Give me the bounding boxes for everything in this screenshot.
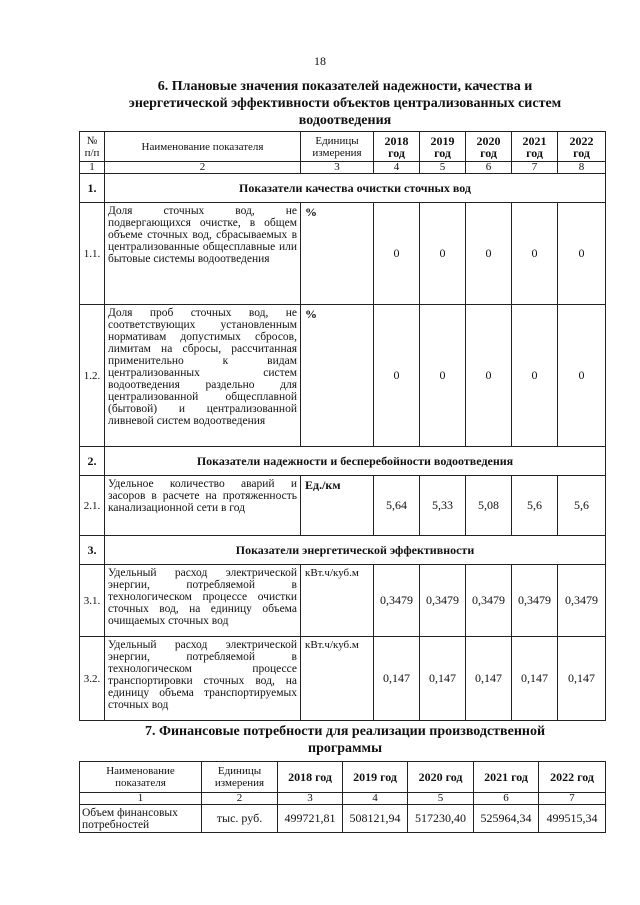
row-value: 525964,34 bbox=[474, 805, 539, 833]
row-value: 0,3479 bbox=[558, 565, 606, 637]
group-row-reliability bbox=[80, 447, 606, 476]
table-row bbox=[80, 565, 606, 637]
table-row bbox=[80, 203, 606, 305]
row-value: 0 bbox=[512, 203, 558, 305]
column-numbers-row bbox=[80, 793, 606, 805]
financial-needs-table bbox=[79, 761, 606, 833]
row-value: 0 bbox=[558, 305, 606, 447]
row-num: 3.2. bbox=[80, 637, 105, 721]
row-unit: % bbox=[301, 203, 374, 305]
col-number: 7 bbox=[539, 793, 606, 805]
row-value: 0 bbox=[420, 203, 466, 305]
col-number: 6 bbox=[466, 162, 512, 174]
row-value: 0 bbox=[420, 305, 466, 447]
col-number: 2 bbox=[105, 162, 301, 174]
header-year-2021: 2021 год bbox=[512, 132, 558, 162]
row-value: 517230,40 bbox=[408, 805, 474, 833]
header-year-2018: 2018 год bbox=[374, 132, 420, 162]
row-value: 0 bbox=[512, 305, 558, 447]
row-num: 2.1. bbox=[80, 476, 105, 536]
group-title: Показатели энергетической эффективности bbox=[105, 536, 606, 565]
row-value: 0,147 bbox=[420, 637, 466, 721]
col-number: 5 bbox=[408, 793, 474, 805]
row-value: 0,147 bbox=[512, 637, 558, 721]
group-row-quality bbox=[80, 174, 606, 203]
col-number: 5 bbox=[420, 162, 466, 174]
row-indicator-name: Доля сточных вод, не подвергающихся очистке, в общем объеме сточных вод, сбрасываемых в централизованные общесплавные или бытовые системы водоотведения bbox=[105, 203, 301, 305]
row-value: 0 bbox=[466, 305, 512, 447]
row-value: 0,3479 bbox=[374, 565, 420, 637]
header-year-2020: 2020 год bbox=[466, 132, 512, 162]
table-row bbox=[80, 305, 606, 447]
header-year-2019: 2019 год bbox=[343, 762, 408, 793]
table-row bbox=[80, 805, 606, 833]
row-value: 0 bbox=[374, 203, 420, 305]
row-indicator-name: Удельный расход электрической энергии, потребляемой в технологическом процессе очистки сточных вод, на единицу объема очищаемых сточных вод bbox=[105, 565, 301, 637]
header-name: Наименование показателя bbox=[80, 762, 202, 793]
col-number: 3 bbox=[278, 793, 343, 805]
row-unit: Ед./км bbox=[301, 476, 374, 536]
row-num: 1.1. bbox=[80, 203, 105, 305]
section6-title bbox=[80, 78, 610, 129]
header-year-2022: 2022 год bbox=[539, 762, 606, 793]
header-year-2019: 2019 год bbox=[420, 132, 466, 162]
row-indicator-name: Удельный расход электрической энергии, потребляемой в технологическом процессе транспортировки сточных вод, на единицу объема транспортируемых сточных вод bbox=[105, 637, 301, 721]
row-indicator-name: Доля проб сточных вод, не соответствующих установленным нормативам допустимых сбросов, лимитам на сбросы, рассчитанная применительно к видам централизованных систем водоотведения раздельно для централизованной общесплавной (бытовой) и централизованной ливневой систем водоотведения bbox=[105, 305, 301, 447]
row-num: 3.1. bbox=[80, 565, 105, 637]
section6-title-line3: водоотведения bbox=[298, 113, 392, 128]
row-value: 0 bbox=[466, 203, 512, 305]
section7-title bbox=[80, 723, 610, 757]
row-value: 5,64 bbox=[374, 476, 420, 536]
header-name: Наименование показателя bbox=[105, 132, 301, 162]
row-unit: кВт.ч/куб.м bbox=[301, 637, 374, 721]
group-num: 2. bbox=[80, 447, 105, 476]
col-number: 2 bbox=[202, 793, 278, 805]
row-unit: тыс. руб. bbox=[202, 805, 278, 833]
header-unit: Единицы измерения bbox=[301, 132, 374, 162]
indicators-table bbox=[79, 131, 606, 721]
row-value: 0,147 bbox=[558, 637, 606, 721]
col-number: 1 bbox=[80, 162, 105, 174]
row-value: 5,08 bbox=[466, 476, 512, 536]
row-num: 1.2. bbox=[80, 305, 105, 447]
col-number: 6 bbox=[474, 793, 539, 805]
group-row-energy bbox=[80, 536, 606, 565]
row-unit: кВт.ч/куб.м bbox=[301, 565, 374, 637]
row-value: 0,3479 bbox=[512, 565, 558, 637]
row-value: 0 bbox=[558, 203, 606, 305]
header-year-2021: 2021 год bbox=[474, 762, 539, 793]
header-num: № п/п bbox=[80, 132, 105, 162]
row-value: 499515,34 bbox=[539, 805, 606, 833]
col-number: 4 bbox=[374, 162, 420, 174]
table-row bbox=[80, 637, 606, 721]
row-value: 0 bbox=[374, 305, 420, 447]
col-number: 1 bbox=[80, 793, 202, 805]
row-value: 0,3479 bbox=[466, 565, 512, 637]
section6-title-line2: энергетической эффективности объектов централизованных систем bbox=[128, 96, 562, 111]
row-indicator-name: Объем финансовых потребностей bbox=[80, 805, 202, 833]
group-num: 3. bbox=[80, 536, 105, 565]
header-year-2022: 2022 год bbox=[558, 132, 606, 162]
table-row bbox=[80, 476, 606, 536]
row-value: 5,6 bbox=[558, 476, 606, 536]
group-title: Показатели надежности и бесперебойности водоотведения bbox=[105, 447, 606, 476]
row-indicator-name: Удельное количество аварий и засоров в расчете на протяженность канализационной сети в год bbox=[105, 476, 301, 536]
header-year-2020: 2020 год bbox=[408, 762, 474, 793]
section7-title-line2: программы bbox=[308, 741, 382, 756]
row-value: 0,147 bbox=[374, 637, 420, 721]
row-value: 508121,94 bbox=[343, 805, 408, 833]
group-num: 1. bbox=[80, 174, 105, 203]
col-number: 3 bbox=[301, 162, 374, 174]
row-value: 499721,81 bbox=[278, 805, 343, 833]
row-value: 5,33 bbox=[420, 476, 466, 536]
row-unit: % bbox=[301, 305, 374, 447]
page-number: 18 bbox=[314, 54, 326, 68]
row-value: 0,3479 bbox=[420, 565, 466, 637]
header-unit: Единицы измерения bbox=[202, 762, 278, 793]
header-year-2018: 2018 год bbox=[278, 762, 343, 793]
section7-title-line1: 7. Финансовые потребности для реализации производственной bbox=[144, 724, 546, 739]
group-title: Показатели качества очистки сточных вод bbox=[105, 174, 606, 203]
col-number: 8 bbox=[558, 162, 606, 174]
row-value: 0,147 bbox=[466, 637, 512, 721]
col-number: 7 bbox=[512, 162, 558, 174]
row-value: 5,6 bbox=[512, 476, 558, 536]
section6-title-line1: 6. Плановые значения показателей надежности, качества и bbox=[157, 79, 533, 94]
col-number: 4 bbox=[343, 793, 408, 805]
column-numbers-row bbox=[80, 162, 606, 174]
